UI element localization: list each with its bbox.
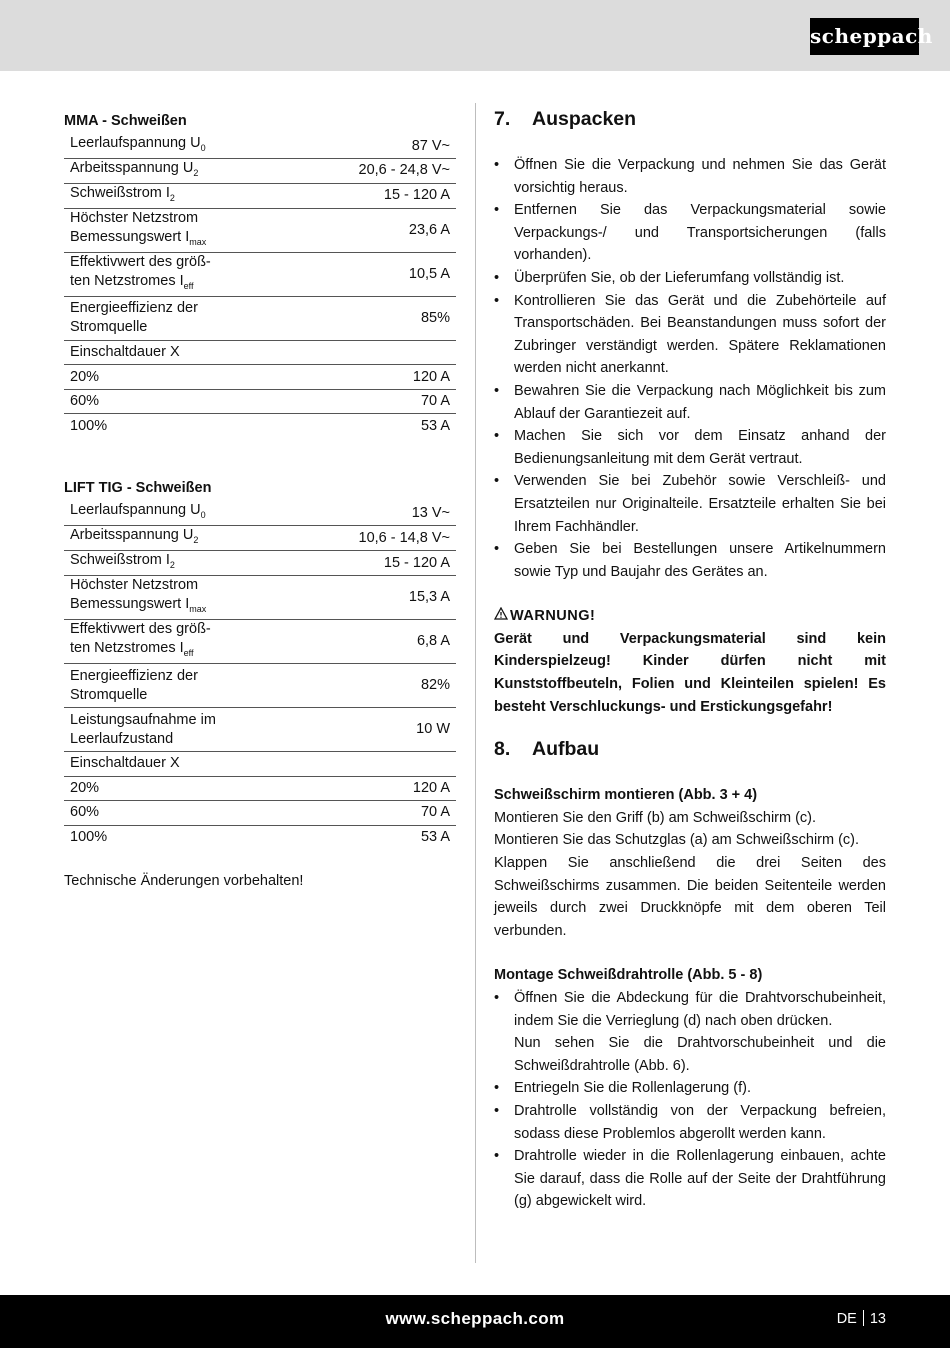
table-row: 60% 70 A: [64, 389, 456, 414]
header-bar: [0, 0, 950, 71]
table-row: Leerlaufspannung $U_0$ 87 V~: [64, 134, 456, 159]
table-row: Schweißstrom $I_2$ 15 - 120 A: [64, 183, 456, 208]
table-row: Höchster Netzstrom Bemessungswert $I_{max}$ 15,3 A: [64, 576, 456, 620]
table-row: Arbeitsspannung $U_2$ 20,6 - 24,8 V~: [64, 159, 456, 184]
subheading-helmet: Schweißschirm montieren (Abb. 3 + 4): [494, 787, 758, 804]
list-item: • Verwenden Sie bei Zubehör sowie Verschleiß- und Ersatzteilen nur Originalteile. Ersatzteile erhalten Sie bei Ihrem Fachhändler.: [494, 470, 886, 538]
list-item: • Drahtrolle vollständig von der Verpackung befreien, sodass diese Problemlos abgerollt werden kann.: [494, 1100, 886, 1145]
warning-text: Gerät und Verpackungsmaterial sind kein Kinderspielzeug! Kinder dürfen nicht mit Kunststoffbeuteln, Folien und Kleinteilen spielen! Es besteht Verschluckungs- und Erstickungsgefahr!: [494, 630, 886, 715]
subheading-wire-reel: Montage Schweißdrahtrolle (Abb. 5 - 8): [494, 967, 763, 984]
footer-bar: [0, 1295, 950, 1348]
table-row: 100% 53 A: [70, 829, 450, 846]
mma-title: MMA - Schweißen: [64, 113, 187, 129]
list-item: • Öffnen Sie die Verpackung und nehmen Sie das Gerät vorsichtig heraus.: [494, 154, 886, 199]
right-column: [494, 104, 886, 1213]
column-divider: [475, 103, 476, 1263]
list-item: • Entriegeln Sie die Rollenlagerung (f).: [494, 1077, 886, 1100]
table-row: 100% 53 A: [70, 417, 450, 434]
technical-note: Technische Änderungen vorbehalten!: [64, 872, 304, 889]
table-row: Effektivwert des größ- ten Netzstromes $I_{eff}$ 6,8 A: [64, 620, 456, 664]
list-item: • Geben Sie bei Bestellungen unsere Artikelnummern sowie Typ und Baujahr des Gerätes an.: [494, 538, 886, 583]
list-item: • Drahtrolle wieder in die Rollenlagerung einbauen, achte Sie darauf, dass die Rolle auf der Seite der Drahtführung (g) abgewickelt wird.: [494, 1145, 886, 1213]
table-row: Leistungsaufnahme im Leerlaufzustand 10 W: [64, 708, 456, 752]
table-row: Energieeffizienz der Stromquelle 85%: [64, 296, 456, 340]
table-row: Schweißstrom $I_2$ 15 - 120 A: [64, 551, 456, 576]
list-item: • Machen Sie sich vor dem Einsatz anhand der Bedienungsanleitung mit dem Gerät vertraut.: [494, 425, 886, 470]
section-7-heading: 7. Auspacken: [494, 108, 637, 130]
list-item: • Kontrollieren Sie das Gerät und die Zubehörteile auf Transportschäden. Bei Beanstandungen muss sofort der Zubringer verständigt werden. Spätere Reklamationen werden nicht anerkannt.: [494, 290, 886, 380]
table-row: Effektivwert des größ- ten Netzstromes $I_{eff}$ 10,5 A: [64, 252, 456, 296]
unpacking-list: [494, 154, 886, 583]
section-8-heading: 8. Aufbau: [494, 738, 600, 761]
table-row: Höchster Netzstrom Bemessungswert $I_{max}$ 23,6 A: [64, 208, 456, 252]
table-row: Energieeffizienz der Stromquelle 82%: [64, 664, 456, 708]
brand-logo: scheppach: [810, 18, 919, 55]
warning-triangle-icon: [494, 605, 510, 628]
table-row: 20% 120 A: [64, 776, 456, 801]
tig-spec-table: [64, 501, 456, 849]
wire-reel-list: [494, 987, 886, 1213]
warning-block: [494, 605, 886, 718]
website-link[interactable]: www.scheppach.com: [385, 1309, 565, 1328]
page-number: DE 13: [836, 1311, 886, 1327]
tig-title: LIFT TIG - Schweißen: [64, 480, 212, 497]
paragraph: Klappen Sie anschließend die drei Seiten des Schweißschirms zusammen. Die beiden Seitenteile werden jeweils durch zwei Druckknöpfe mit dem oberen Teil verbunden.: [494, 855, 886, 939]
paragraph: Montieren Sie den Griff (b) am Schweißschirm (c).: [494, 809, 817, 826]
table-row: 60% 70 A: [64, 801, 456, 826]
table-row: Arbeitsspannung $U_2$ 10,6 - 14,8 V~: [64, 526, 456, 551]
table-row: Leerlaufspannung $U_0$ 13 V~: [64, 501, 456, 526]
table-row: 20% 120 A: [64, 365, 456, 390]
warning-title: WARNUNG!: [510, 608, 596, 625]
table-row: Einschaltdauer X: [64, 752, 456, 777]
list-item: • Bewahren Sie die Verpackung nach Möglichkeit bis zum Ablauf der Garantiezeit auf.: [494, 380, 886, 425]
list-item: • Öffnen Sie die Abdeckung für die Drahtvorschubeinheit, indem Sie die Verrieglung (d) nach oben drücken. Nun sehen Sie die Drahtvorschubeinheit und die Schweißdrahtrolle (Abb. 6).: [494, 987, 886, 1077]
left-column: [64, 108, 456, 889]
list-item: • Überprüfen Sie, ob der Lieferumfang vollständig ist.: [494, 267, 886, 290]
list-item: • Entfernen Sie das Verpackungsmaterial sowie Verpackungs-/ und Transportsicherungen (falls vorhanden).: [494, 199, 886, 267]
mma-spec-table: [64, 134, 456, 438]
table-row: Einschaltdauer X: [64, 340, 456, 365]
paragraph: Montieren Sie das Schutzglas (a) am Schweißschirm (c).: [494, 832, 860, 849]
